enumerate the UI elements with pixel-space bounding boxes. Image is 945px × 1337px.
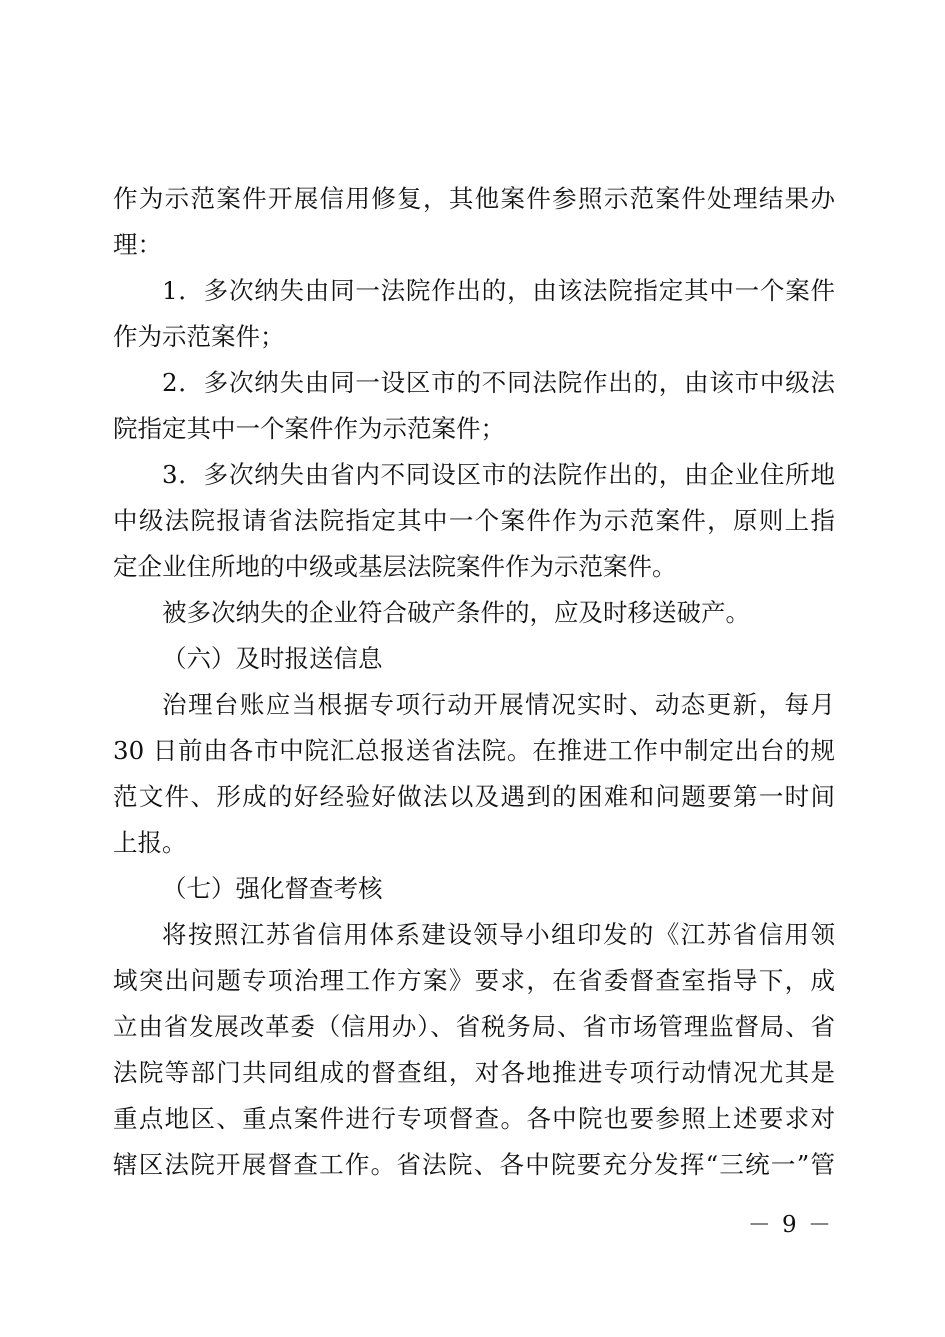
list-item-2: 2．多次纳失由同一设区市的不同法院作出的，由该市中级法 bbox=[162, 368, 835, 397]
body-line: 立由省发展改革委（信用办）、省税务局、省市场管理监督局、省 bbox=[113, 1012, 835, 1041]
body-line: 范文件、形成的好经验好做法以及遇到的困难和问题要第一时间 bbox=[113, 782, 835, 811]
list-item-3: 3．多次纳失由省内不同设区市的法院作出的，由企业住所地 bbox=[162, 460, 835, 489]
body-line: 院指定其中一个案件作为示范案件； bbox=[113, 414, 505, 443]
body-line: 作为示范案件开展信用修复，其他案件参照示范案件处理结果办 bbox=[113, 184, 835, 213]
body-line: 中级法院报请省法院指定其中一个案件作为示范案件，原则上指 bbox=[113, 506, 835, 535]
paragraph-line: 将按照江苏省信用体系建设领导小组印发的《江苏省信用领 bbox=[162, 920, 835, 949]
page-number: － 9 － bbox=[747, 1212, 833, 1238]
body-line: 辖区法院开展督查工作。省法院、各中院要充分发挥“三统一”管 bbox=[113, 1150, 835, 1179]
body-line: 重点地区、重点案件进行专项督查。各中院也要参照上述要求对 bbox=[113, 1104, 835, 1133]
body-line: 定企业住所地的中级或基层法院案件作为示范案件。 bbox=[113, 552, 677, 581]
body-line: 30 日前由各市中院汇总报送省法院。在推进工作中制定出台的规 bbox=[113, 736, 835, 765]
paragraph-line: 治理台账应当根据专项行动开展情况实时、动态更新，每月 bbox=[162, 690, 835, 719]
section-heading-6: （六）及时报送信息 bbox=[162, 644, 383, 673]
section-heading-7: （七）强化督查考核 bbox=[162, 874, 383, 903]
body-line: 作为示范案件； bbox=[113, 322, 285, 351]
body-line: 上报。 bbox=[113, 828, 187, 857]
list-item-1: 1．多次纳失由同一法院作出的，由该法院指定其中一个案件 bbox=[162, 276, 835, 305]
body-line: 法院等部门共同组成的督查组，对各地推进专项行动情况尤其是 bbox=[113, 1058, 835, 1087]
document-body bbox=[113, 176, 835, 1188]
body-line: 域突出问题专项治理工作方案》要求，在省委督查室指导下，成 bbox=[113, 966, 835, 995]
body-line: 理： bbox=[113, 230, 162, 259]
paragraph-line: 被多次纳失的企业符合破产条件的，应及时移送破产。 bbox=[162, 598, 750, 627]
